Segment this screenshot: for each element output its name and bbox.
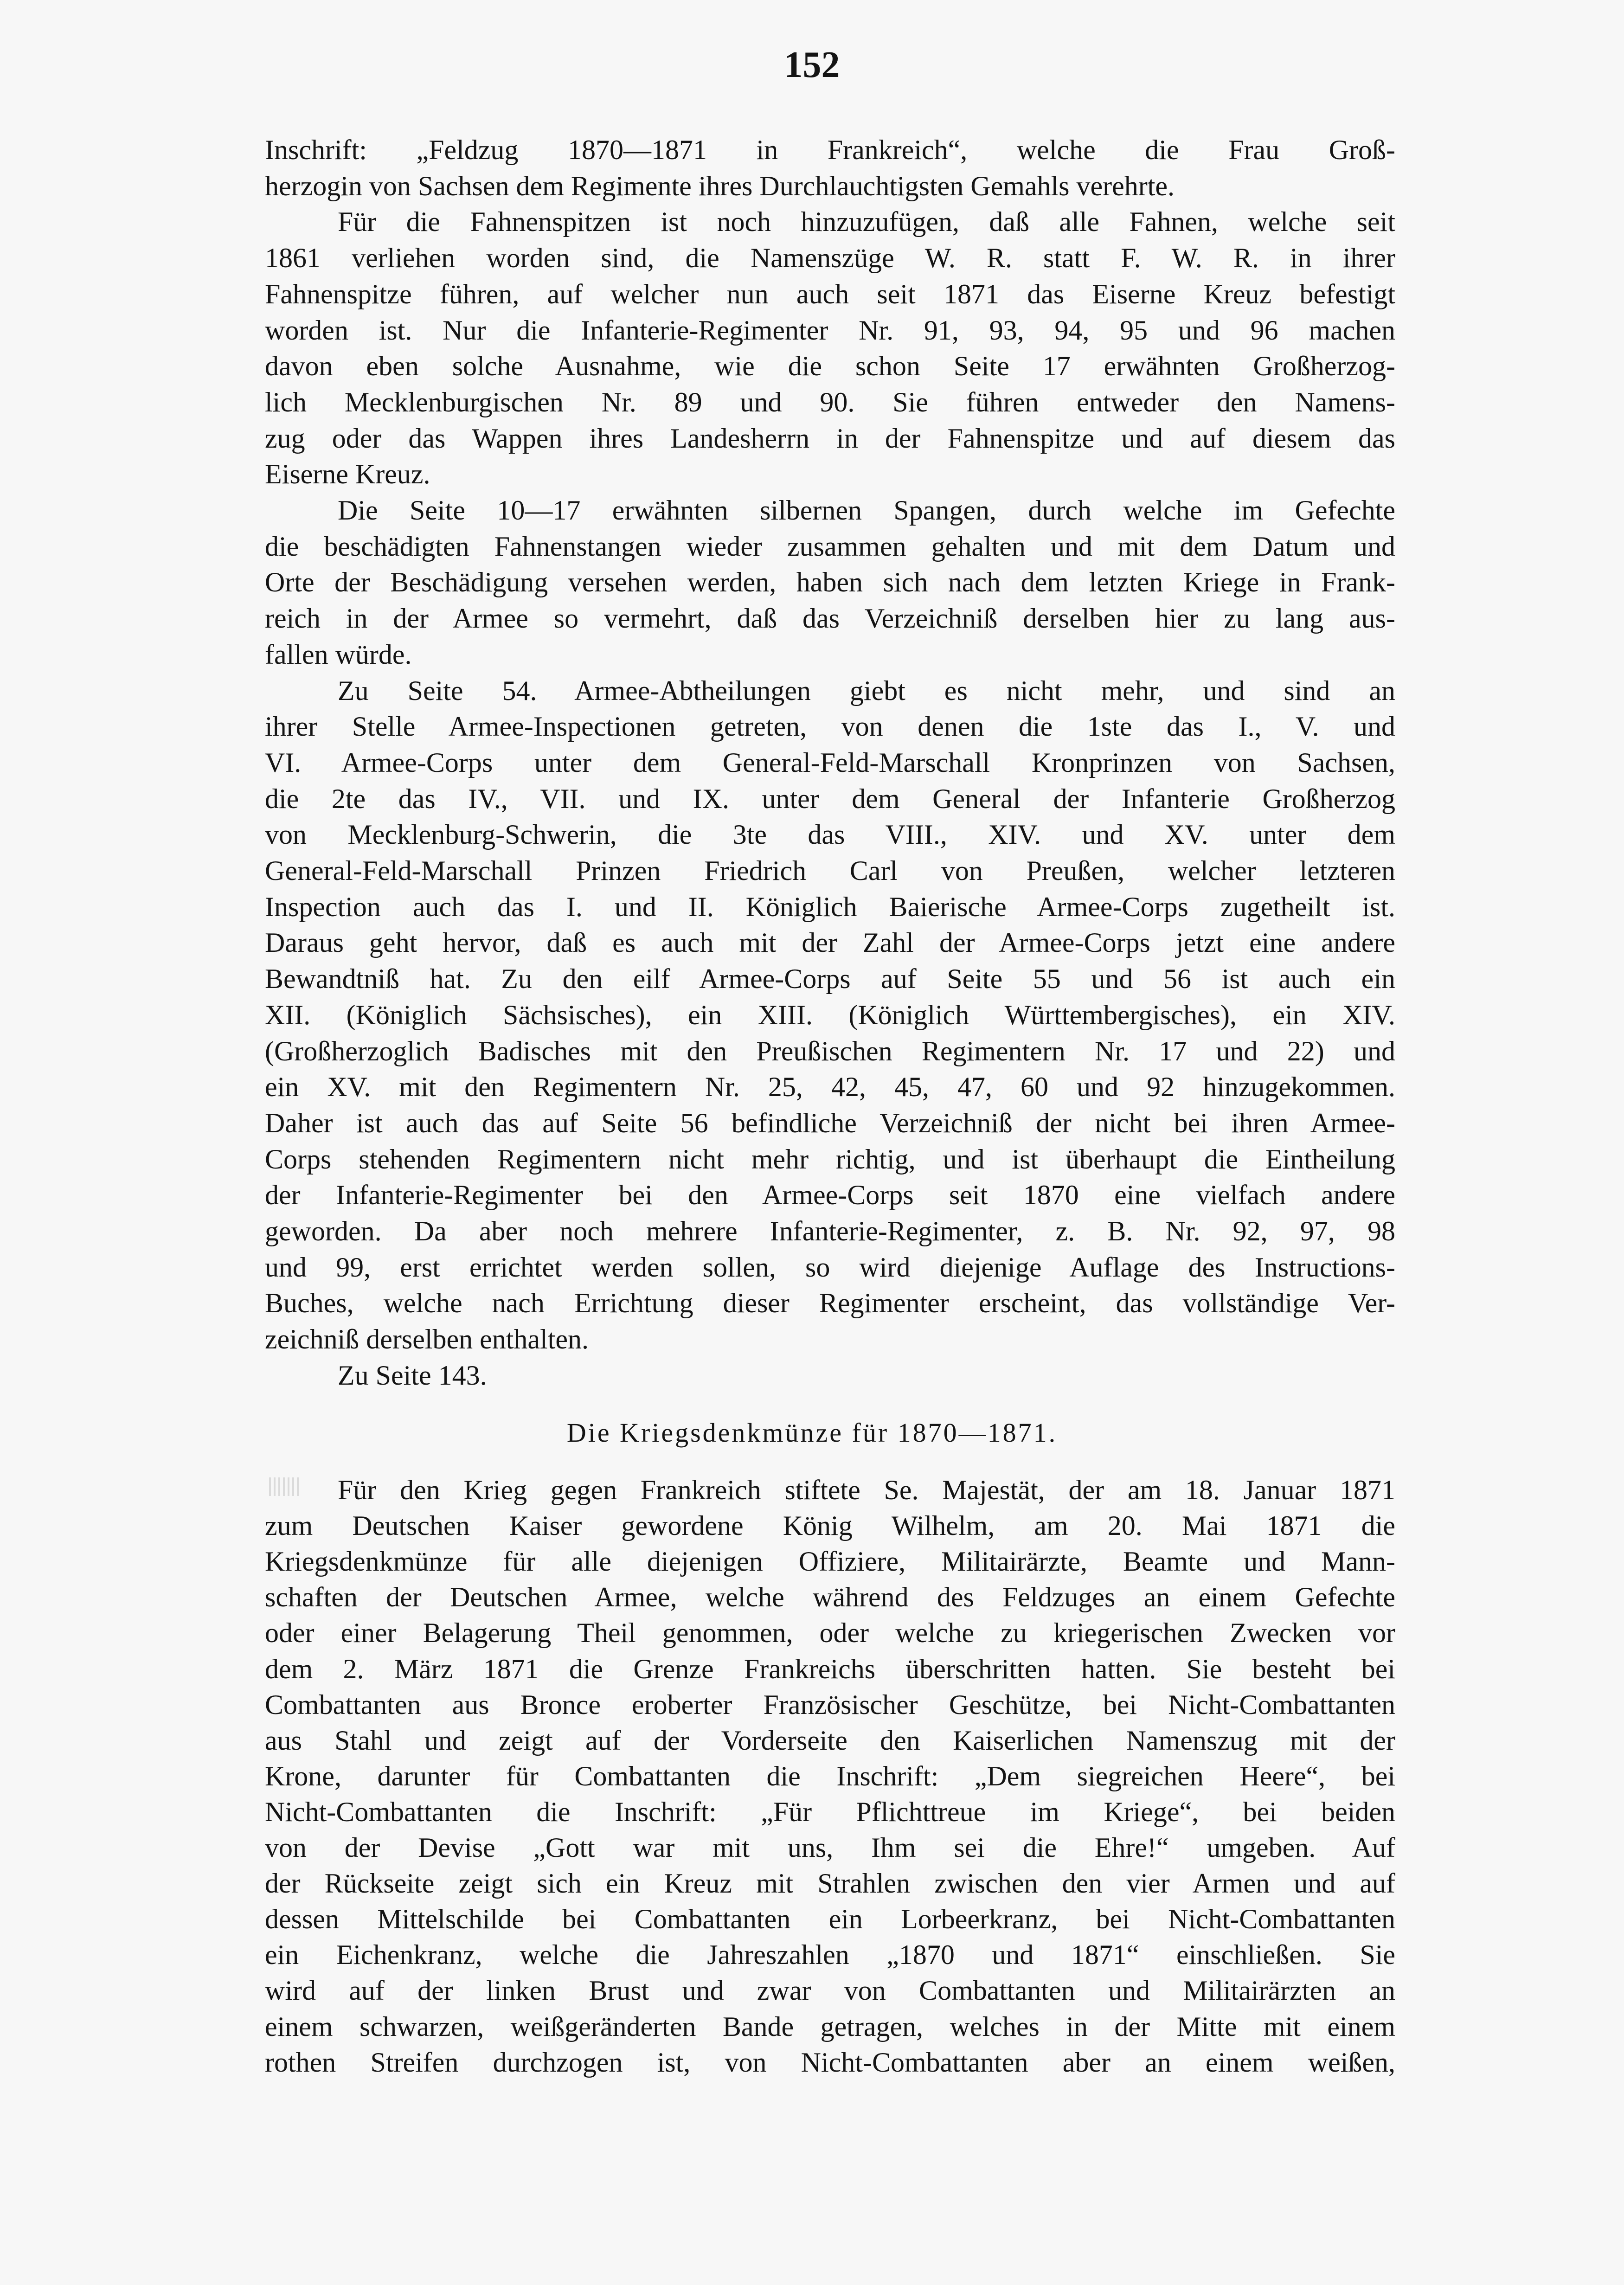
page-number: 152 — [784, 45, 840, 85]
text-line: von der Devise „Gott war mit uns, Ihm sei die Ehre!“ umgeben. Auf — [265, 1832, 1395, 1863]
text-line: Eiserne Kreuz. — [265, 459, 430, 490]
text-line: dessen Mittelschilde bei Combattanten ein Lorbeerkranz, bei Nicht-Combattanten — [265, 1904, 1395, 1935]
text-line: (Großherzoglich Badisches mit den Preußischen Regimentern Nr. 17 und 22) und — [265, 1035, 1395, 1066]
text-line: Inschrift: „Feldzug 1870—1871 in Frankreich“, welche die Frau Groß- — [265, 135, 1395, 165]
text-line: Inspection auch das I. und II. Königlich Baierische Armee-Corps zugetheilt ist. — [265, 891, 1395, 922]
text-line: Fahnenspitze führen, auf welcher nun auch seit 1871 das Eiserne Kreuz befestigt — [265, 278, 1395, 309]
text-line: Buches, welche nach Errichtung dieser Regimenter erscheint, das vollständige Ver- — [265, 1288, 1395, 1319]
text-line: geworden. Da aber noch mehrere Infanterie-Regimenter, z. B. Nr. 92, 97, 98 — [265, 1216, 1395, 1246]
text-line: Bewandtniß hat. Zu den eilf Armee-Corps auf Seite 55 und 56 ist auch ein — [265, 963, 1395, 995]
text-line: davon eben solche Ausnahme, wie die schon Seite 17 erwähnten Großherzog- — [265, 351, 1395, 382]
text-line: die 2te das IV., VII. und IX. unter dem General der Infanterie Großherzog — [265, 783, 1395, 814]
text-line: 1861 verliehen worden sind, die Namenszüge W. R. statt F. W. R. in ihrer — [265, 243, 1395, 274]
text-line: Nicht-Combattanten die Inschrift: „Für Pflichttreue im Kriege“, bei beiden — [265, 1796, 1395, 1827]
text-line: Zu Seite 143. — [338, 1360, 487, 1391]
text-line: ein XV. mit den Regimentern Nr. 25, 42, 45, 47, 60 und 92 hinzugekommen. — [265, 1072, 1395, 1103]
stamp-mark — [269, 1477, 302, 1496]
text-line: ihrer Stelle Armee-Inspectionen getreten, von denen die 1ste das I., V. und — [265, 711, 1395, 742]
text-line: der Infanterie-Regimenter bei den Armee-Corps seit 1870 eine vielfach andere — [265, 1180, 1395, 1211]
text-line: reich in der Armee so vermehrt, daß das Verzeichniß derselben hier zu lang aus- — [265, 603, 1395, 634]
text-line: Die Seite 10—17 erwähnten silbernen Spangen, durch welche im Gefechte — [338, 495, 1395, 526]
text-line: Zu Seite 54. Armee-Abtheilungen giebt es nicht mehr, und sind an — [338, 675, 1395, 706]
text-line: Corps stehenden Regimentern nicht mehr richtig, und ist überhaupt die Eintheilung — [265, 1143, 1395, 1175]
text-line: ein Eichenkranz, welche die Jahreszahlen „1870 und 1871“ einschließen. Sie — [265, 1939, 1395, 1970]
text-line: schaften der Deutschen Armee, welche während des Feldzuges an einem Gefechte — [265, 1582, 1395, 1613]
text-line: zeichniß derselben enthalten. — [265, 1324, 589, 1355]
text-line: Orte der Beschädigung versehen werden, haben sich nach dem letzten Kriege in Frank- — [265, 567, 1395, 598]
text-line: der Rückseite zeigt sich ein Kreuz mit Strahlen zwischen den vier Armen und auf — [265, 1868, 1395, 1899]
text-line: Für den Krieg gegen Frankreich stiftete Se. Majestät, der am 18. Januar 1871 — [338, 1475, 1395, 1505]
text-line: zug oder das Wappen ihres Landesherrn in der Fahnenspitze und auf diesem das — [265, 423, 1395, 454]
text-line: Krone, darunter für Combattanten die Inschrift: „Dem siegreichen Heere“, bei — [265, 1760, 1395, 1791]
text-line: zum Deutschen Kaiser gewordene König Wilhelm, am 20. Mai 1871 die — [265, 1510, 1395, 1541]
text-line: fallen würde. — [265, 639, 412, 670]
text-line: Kriegsdenkmünze für alle diejenigen Offiziere, Militairärzte, Beamte und Mann- — [265, 1546, 1395, 1577]
text-line: XII. (Königlich Sächsisches), ein XIII. (Königlich Württembergisches), ein XIV. — [265, 999, 1395, 1030]
text-line: dem 2. März 1871 die Grenze Frankreichs überschritten hatten. Sie besteht bei — [265, 1653, 1395, 1684]
text-line: die beschädigten Fahnenstangen wieder zusammen gehalten und mit dem Datum und — [265, 531, 1395, 562]
text-line: VI. Armee-Corps unter dem General-Feld-Marschall Kronprinzen von Sachsen, — [265, 747, 1395, 778]
text-line: Für die Fahnenspitzen ist noch hinzuzufügen, daß alle Fahnen, welche seit — [338, 206, 1395, 237]
text-line: Daraus geht hervor, daß es auch mit der Zahl der Armee-Corps jetzt eine andere — [265, 927, 1395, 958]
text-line: General-Feld-Marschall Prinzen Friedrich Carl von Preußen, welcher letzteren — [265, 855, 1395, 886]
text-line: wird auf der linken Brust und zwar von Combattanten und Militairärzten an — [265, 1975, 1395, 2006]
text-line: lich Mecklenburgischen Nr. 89 und 90. Sie führen entweder den Namens- — [265, 386, 1395, 417]
text-line: und 99, erst errichtet werden sollen, so wird diejenige Auflage des Instructions- — [265, 1252, 1395, 1283]
text-line: rothen Streifen durchzogen ist, von Nicht-Combattanten aber an einem weißen, — [265, 2047, 1395, 2078]
text-line: Daher ist auch das auf Seite 56 befindliche Verzeichniß der nicht bei ihren Armee- — [265, 1107, 1395, 1138]
text-line: oder einer Belagerung Theil genommen, oder welche zu kriegerischen Zwecken vor — [265, 1617, 1395, 1649]
text-line: worden ist. Nur die Infanterie-Regimenter Nr. 91, 93, 94, 95 und 96 machen — [265, 315, 1395, 346]
text-line: einem schwarzen, weißgeränderten Bande getragen, welches in der Mitte mit einem — [265, 2011, 1395, 2042]
text-line: herzogin von Sachsen dem Regimente ihres Durchlauchtigsten Gemahls verehrte. — [265, 170, 1175, 201]
text-line: von Mecklenburg-Schwerin, die 3te das VIII., XIV. und XV. unter dem — [265, 819, 1395, 850]
section-heading: Die Kriegsdenkmünze für 1870—1871. — [566, 1418, 1058, 1448]
text-line: Combattanten aus Bronce eroberter Französischer Geschütze, bei Nicht-Combattanten — [265, 1689, 1395, 1720]
text-line: aus Stahl und zeigt auf der Vorderseite den Kaiserlichen Namenszug mit der — [265, 1725, 1395, 1756]
